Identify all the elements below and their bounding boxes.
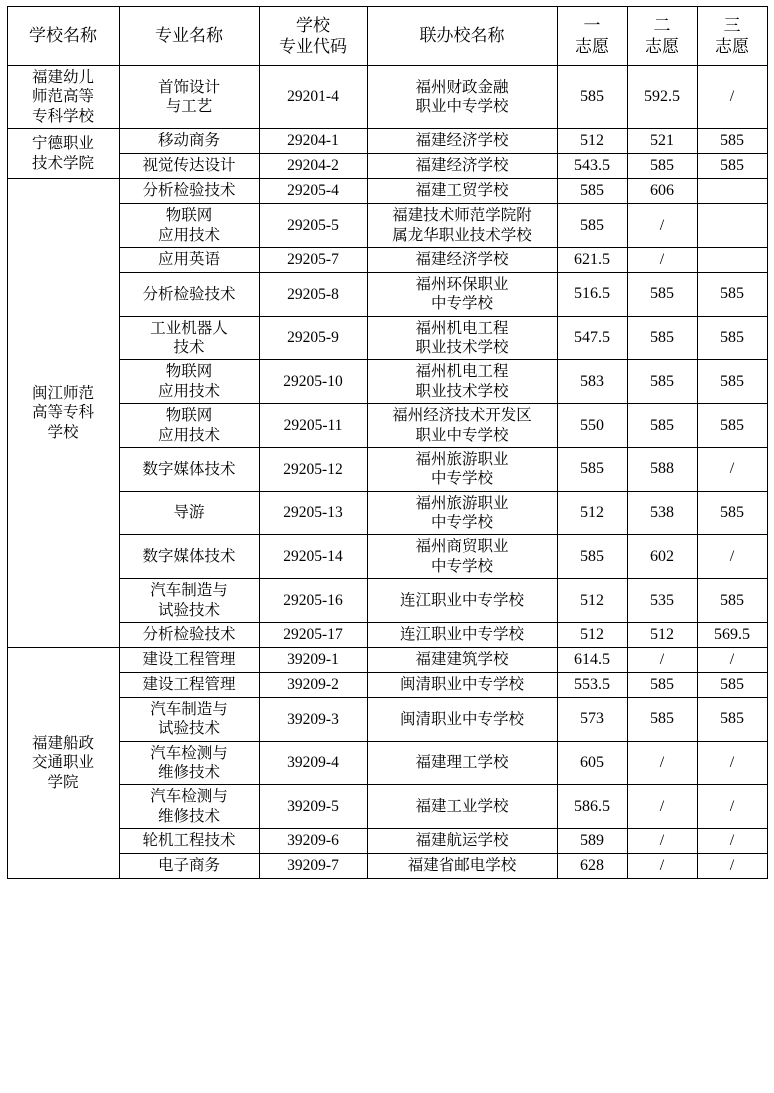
cell-major-code: 29205-13 bbox=[259, 491, 367, 535]
cell-major-name bbox=[119, 272, 259, 316]
cooperating-school-line: 福建省邮电学校 bbox=[407, 857, 517, 875]
table-row bbox=[7, 741, 767, 785]
cell-major-code: 39209-2 bbox=[259, 672, 367, 697]
major-name-line: 维修技术 bbox=[157, 807, 220, 825]
cell-cooperating-school bbox=[367, 179, 557, 204]
cell-choice-2-score: 512 bbox=[627, 622, 697, 647]
cooperating-school-line: 福建技术师范学院附 bbox=[392, 207, 532, 225]
cell-major-name bbox=[119, 647, 259, 672]
cell-choice-2-score: 585 bbox=[627, 272, 697, 316]
cell-choice-2-score: 585 bbox=[627, 404, 697, 448]
cooperating-school-line: 中专学校 bbox=[430, 514, 493, 531]
cell-choice-1-score: 512 bbox=[557, 579, 627, 623]
cell-choice-2-score: 585 bbox=[627, 316, 697, 360]
cell-major-name bbox=[119, 672, 259, 697]
school-name-line: 宁德职业 bbox=[31, 135, 94, 153]
cooperating-school-line: 闽清职业中专学校 bbox=[399, 676, 524, 694]
cell-major-name bbox=[119, 404, 259, 448]
major-name-line: 物联网 bbox=[165, 407, 213, 425]
cell-major-code: 29205-12 bbox=[259, 447, 367, 491]
cell-school-name bbox=[7, 647, 119, 878]
cell-choice-3-score: / bbox=[697, 447, 767, 491]
major-name-line: 首饰设计 bbox=[157, 78, 220, 96]
cell-choice-1-score: 585 bbox=[557, 447, 627, 491]
cell-major-code: 29204-2 bbox=[259, 154, 367, 179]
cell-cooperating-school bbox=[367, 316, 557, 360]
cell-choice-3-score bbox=[697, 179, 767, 204]
major-name-line: 工业机器人 bbox=[150, 319, 228, 337]
cell-choice-1-score: 516.5 bbox=[557, 272, 627, 316]
cell-choice-1-score: 585 bbox=[557, 179, 627, 204]
cell-choice-3-score: / bbox=[697, 785, 767, 829]
cooperating-school-line: 福州机电工程 bbox=[415, 319, 509, 337]
table-body bbox=[7, 66, 767, 879]
major-name-line: 应用技术 bbox=[157, 226, 220, 244]
major-name-line: 汽车制造与 bbox=[150, 700, 228, 718]
cell-major-name bbox=[119, 360, 259, 404]
cell-choice-1-score: 585 bbox=[557, 535, 627, 579]
table-row bbox=[7, 697, 767, 741]
cooperating-school-line: 职业中专学校 bbox=[415, 426, 509, 444]
cell-major-name bbox=[119, 129, 259, 154]
cell-choice-3-score: 585 bbox=[697, 129, 767, 154]
table-row bbox=[7, 272, 767, 316]
school-name-line: 福建幼儿 bbox=[31, 69, 94, 86]
cell-choice-1-score: 585 bbox=[557, 204, 627, 248]
cell-major-name bbox=[119, 535, 259, 579]
cooperating-school-line: 福建经济学校 bbox=[415, 132, 509, 150]
major-name-line: 数字媒体技术 bbox=[142, 548, 236, 566]
cell-school-name bbox=[7, 179, 119, 648]
cell-major-code: 29205-14 bbox=[259, 535, 367, 579]
header-school-name: 学校名称 bbox=[7, 7, 119, 66]
major-name-line: 轮机工程技术 bbox=[142, 832, 236, 850]
cell-major-name bbox=[119, 447, 259, 491]
cooperating-school-line: 福州旅游职业 bbox=[415, 494, 509, 512]
table-row bbox=[7, 854, 767, 879]
cell-major-name bbox=[119, 622, 259, 647]
cell-choice-3-score: / bbox=[697, 741, 767, 785]
table-row bbox=[7, 447, 767, 491]
major-name-line: 应用英语 bbox=[157, 251, 220, 269]
cell-major-name bbox=[119, 154, 259, 179]
cooperating-school-line: 福州经济技术开发区 bbox=[392, 407, 532, 425]
cooperating-school-line: 福建工业学校 bbox=[415, 798, 509, 816]
school-name-line: 福建船政 bbox=[31, 734, 94, 752]
cell-choice-3-score: 585 bbox=[697, 154, 767, 179]
cell-choice-2-score: 602 bbox=[627, 535, 697, 579]
cell-choice-1-score: 589 bbox=[557, 829, 627, 854]
cooperating-school-line: 福建理工学校 bbox=[415, 754, 509, 772]
cell-major-code: 29201-4 bbox=[259, 66, 367, 129]
table-row bbox=[7, 247, 767, 272]
major-name-line: 移动商务 bbox=[157, 132, 220, 150]
cell-choice-2-score: / bbox=[627, 854, 697, 879]
cooperating-school-line: 福州环保职业 bbox=[415, 275, 509, 293]
cell-choice-3-score: 585 bbox=[697, 579, 767, 623]
cell-major-name bbox=[119, 66, 259, 129]
major-name-line: 电子商务 bbox=[157, 857, 220, 875]
header-first-choice bbox=[557, 7, 627, 66]
cell-choice-1-score: 628 bbox=[557, 854, 627, 879]
cell-major-code: 39209-3 bbox=[259, 697, 367, 741]
cell-choice-1-score: 512 bbox=[557, 129, 627, 154]
major-name-line: 试验技术 bbox=[157, 601, 220, 619]
cell-choice-2-score: 585 bbox=[627, 360, 697, 404]
table-header bbox=[7, 7, 767, 66]
cooperating-school-line: 福建经济学校 bbox=[415, 157, 509, 175]
cooperating-school-line: 职业中专学校 bbox=[415, 98, 509, 116]
cell-cooperating-school bbox=[367, 404, 557, 448]
cell-major-code: 29205-10 bbox=[259, 360, 367, 404]
table-row bbox=[7, 154, 767, 179]
cell-choice-1-score: 586.5 bbox=[557, 785, 627, 829]
school-name-line: 高等专科 bbox=[31, 404, 94, 422]
cell-cooperating-school bbox=[367, 360, 557, 404]
cooperating-school-line: 中专学校 bbox=[430, 470, 493, 488]
admission-score-table bbox=[7, 6, 768, 879]
header-w2-line2: 志愿 bbox=[645, 37, 679, 56]
cell-major-code: 29205-17 bbox=[259, 622, 367, 647]
cell-choice-3-score: 585 bbox=[697, 491, 767, 535]
cell-choice-3-score: / bbox=[697, 854, 767, 879]
table-row bbox=[7, 66, 767, 129]
cell-cooperating-school bbox=[367, 154, 557, 179]
cell-choice-1-score: 573 bbox=[557, 697, 627, 741]
cell-choice-3-score: 585 bbox=[697, 360, 767, 404]
table-row bbox=[7, 579, 767, 623]
cell-school-name bbox=[7, 66, 119, 129]
table-row bbox=[7, 204, 767, 248]
cell-choice-1-score: 605 bbox=[557, 741, 627, 785]
cell-choice-2-score: / bbox=[627, 785, 697, 829]
cell-choice-2-score: / bbox=[627, 204, 697, 248]
cell-choice-2-score: 538 bbox=[627, 491, 697, 535]
cell-choice-3-score: 585 bbox=[697, 697, 767, 741]
cell-choice-3-score: / bbox=[697, 66, 767, 129]
header-major-name: 专业名称 bbox=[119, 7, 259, 66]
cell-cooperating-school bbox=[367, 622, 557, 647]
cell-major-name bbox=[119, 247, 259, 272]
cooperating-school-line: 中专学校 bbox=[430, 295, 493, 313]
cell-choice-1-score: 585 bbox=[557, 66, 627, 129]
cooperating-school-line: 福州商贸职业 bbox=[415, 538, 509, 556]
cell-major-code: 29205-9 bbox=[259, 316, 367, 360]
cooperating-school-line: 连江职业中专学校 bbox=[399, 626, 524, 644]
cell-choice-2-score: 521 bbox=[627, 129, 697, 154]
school-name-line: 专科学校 bbox=[31, 107, 94, 125]
cell-major-code: 39209-4 bbox=[259, 741, 367, 785]
cell-major-name bbox=[119, 316, 259, 360]
cell-school-name bbox=[7, 129, 119, 179]
school-name-line: 师范高等 bbox=[31, 88, 94, 106]
cell-choice-2-score: 592.5 bbox=[627, 66, 697, 129]
cooperating-school-line: 福州财政金融 bbox=[415, 78, 509, 96]
header-w1-line1: 一 bbox=[583, 15, 601, 35]
cell-choice-1-score: 512 bbox=[557, 491, 627, 535]
cooperating-school-line: 职业技术学校 bbox=[415, 382, 509, 400]
cell-choice-2-score: 585 bbox=[627, 697, 697, 741]
major-name-line: 应用技术 bbox=[157, 426, 220, 444]
cell-cooperating-school bbox=[367, 785, 557, 829]
cell-cooperating-school bbox=[367, 129, 557, 154]
header-w1-line2: 志愿 bbox=[575, 37, 609, 56]
cell-cooperating-school bbox=[367, 741, 557, 785]
cell-major-name bbox=[119, 697, 259, 741]
cell-choice-3-score bbox=[697, 247, 767, 272]
major-name-line: 分析检验技术 bbox=[142, 182, 236, 200]
major-name-line: 汽车检测与 bbox=[150, 744, 228, 762]
cell-major-code: 39209-5 bbox=[259, 785, 367, 829]
cell-major-code: 29205-16 bbox=[259, 579, 367, 623]
school-name-line: 学校 bbox=[47, 423, 79, 441]
cell-choice-3-score: 569.5 bbox=[697, 622, 767, 647]
cell-major-name bbox=[119, 785, 259, 829]
header-w3-line2: 志愿 bbox=[715, 37, 749, 56]
cell-choice-1-score: 550 bbox=[557, 404, 627, 448]
cell-choice-2-score: 535 bbox=[627, 579, 697, 623]
table-row bbox=[7, 672, 767, 697]
cooperating-school-line: 福州旅游职业 bbox=[415, 450, 509, 468]
cell-choice-2-score: / bbox=[627, 741, 697, 785]
school-name-line: 学院 bbox=[47, 773, 79, 791]
cell-choice-1-score: 583 bbox=[557, 360, 627, 404]
major-name-line: 应用技术 bbox=[157, 382, 220, 400]
header-w3-line1: 三 bbox=[723, 15, 741, 35]
cell-choice-3-score bbox=[697, 204, 767, 248]
table-row bbox=[7, 316, 767, 360]
major-name-line: 维修技术 bbox=[157, 764, 220, 781]
cell-cooperating-school bbox=[367, 66, 557, 129]
major-name-line: 与工艺 bbox=[165, 98, 213, 116]
header-school-major-code bbox=[259, 7, 367, 66]
table-row bbox=[7, 622, 767, 647]
table-row bbox=[7, 829, 767, 854]
header-third-choice bbox=[697, 7, 767, 66]
cooperating-school-line: 中专学校 bbox=[430, 557, 493, 575]
major-name-line: 导游 bbox=[173, 504, 205, 522]
cell-major-code: 29204-1 bbox=[259, 129, 367, 154]
major-name-line: 汽车检测与 bbox=[150, 788, 228, 806]
cell-major-code: 29205-5 bbox=[259, 204, 367, 248]
cell-major-code: 29205-7 bbox=[259, 247, 367, 272]
cell-choice-3-score: / bbox=[697, 535, 767, 579]
cell-major-code: 39209-1 bbox=[259, 647, 367, 672]
major-name-line: 建设工程管理 bbox=[142, 676, 236, 694]
header-code-line2: 专业代码 bbox=[279, 37, 347, 56]
major-name-line: 视觉传达设计 bbox=[142, 157, 236, 175]
cell-choice-3-score: 585 bbox=[697, 672, 767, 697]
header-cooperating-school: 联办校名称 bbox=[367, 7, 557, 66]
cooperating-school-line: 福州机电工程 bbox=[415, 363, 509, 381]
cell-major-name bbox=[119, 829, 259, 854]
cell-choice-3-score: 585 bbox=[697, 272, 767, 316]
cell-major-code: 29205-11 bbox=[259, 404, 367, 448]
cell-cooperating-school bbox=[367, 535, 557, 579]
cell-choice-1-score: 547.5 bbox=[557, 316, 627, 360]
major-name-line: 物联网 bbox=[165, 207, 213, 225]
table-row bbox=[7, 535, 767, 579]
cell-major-name bbox=[119, 854, 259, 879]
cell-choice-2-score: 606 bbox=[627, 179, 697, 204]
cell-major-code: 29205-4 bbox=[259, 179, 367, 204]
cell-choice-2-score: / bbox=[627, 647, 697, 672]
cell-cooperating-school bbox=[367, 829, 557, 854]
cell-major-code: 29205-8 bbox=[259, 272, 367, 316]
cooperating-school-line: 福建航运学校 bbox=[415, 832, 509, 850]
table-row bbox=[7, 360, 767, 404]
table-row bbox=[7, 785, 767, 829]
cell-cooperating-school bbox=[367, 579, 557, 623]
table-row bbox=[7, 129, 767, 154]
table-row bbox=[7, 647, 767, 672]
cell-choice-2-score: / bbox=[627, 829, 697, 854]
major-name-line: 分析检验技术 bbox=[142, 626, 236, 644]
cell-cooperating-school bbox=[367, 204, 557, 248]
cell-major-code: 39209-7 bbox=[259, 854, 367, 879]
major-name-line: 汽车制造与 bbox=[150, 582, 228, 600]
cell-choice-1-score: 543.5 bbox=[557, 154, 627, 179]
cooperating-school-line: 属龙华职业技术学校 bbox=[392, 226, 532, 244]
cell-choice-2-score: / bbox=[627, 247, 697, 272]
cooperating-school-line: 福建工贸学校 bbox=[415, 182, 509, 200]
cooperating-school-line: 福建建筑学校 bbox=[415, 651, 509, 669]
cell-major-name bbox=[119, 179, 259, 204]
cell-choice-1-score: 621.5 bbox=[557, 247, 627, 272]
major-name-line: 技术 bbox=[173, 339, 205, 356]
cell-cooperating-school bbox=[367, 447, 557, 491]
cell-choice-3-score: 585 bbox=[697, 404, 767, 448]
cooperating-school-line: 闽清职业中专学校 bbox=[399, 710, 524, 728]
cell-cooperating-school bbox=[367, 672, 557, 697]
cell-choice-2-score: 588 bbox=[627, 447, 697, 491]
school-name-line: 交通职业 bbox=[31, 754, 94, 772]
table-row bbox=[7, 491, 767, 535]
school-name-line: 技术学院 bbox=[31, 154, 94, 172]
major-name-line: 数字媒体技术 bbox=[142, 460, 236, 478]
major-name-line: 试验技术 bbox=[157, 720, 220, 738]
cell-major-name bbox=[119, 491, 259, 535]
major-name-line: 物联网 bbox=[165, 363, 213, 381]
cell-major-code: 39209-6 bbox=[259, 829, 367, 854]
cell-cooperating-school bbox=[367, 272, 557, 316]
cell-choice-3-score: / bbox=[697, 829, 767, 854]
cell-choice-1-score: 512 bbox=[557, 622, 627, 647]
cell-major-name bbox=[119, 741, 259, 785]
cell-choice-3-score: 585 bbox=[697, 316, 767, 360]
table-row bbox=[7, 179, 767, 204]
header-second-choice bbox=[627, 7, 697, 66]
cell-cooperating-school bbox=[367, 247, 557, 272]
table-row bbox=[7, 404, 767, 448]
cell-cooperating-school bbox=[367, 854, 557, 879]
cell-choice-2-score: 585 bbox=[627, 154, 697, 179]
cell-choice-1-score: 553.5 bbox=[557, 672, 627, 697]
cell-cooperating-school bbox=[367, 697, 557, 741]
table-header-row bbox=[7, 7, 767, 66]
major-name-line: 分析检验技术 bbox=[142, 285, 236, 303]
cell-choice-2-score: 585 bbox=[627, 672, 697, 697]
header-w2-line1: 二 bbox=[653, 15, 671, 35]
header-code-line1: 学校 bbox=[296, 15, 330, 35]
cooperating-school-line: 福建经济学校 bbox=[415, 251, 509, 269]
cell-major-name bbox=[119, 204, 259, 248]
cell-cooperating-school bbox=[367, 647, 557, 672]
cell-major-name bbox=[119, 579, 259, 623]
cell-cooperating-school bbox=[367, 491, 557, 535]
cooperating-school-line: 连江职业中专学校 bbox=[399, 591, 524, 609]
cooperating-school-line: 职业技术学校 bbox=[415, 339, 509, 356]
major-name-line: 建设工程管理 bbox=[142, 651, 236, 669]
school-name-line: 闽江师范 bbox=[31, 384, 94, 402]
cell-choice-1-score: 614.5 bbox=[557, 647, 627, 672]
cell-choice-3-score: / bbox=[697, 647, 767, 672]
